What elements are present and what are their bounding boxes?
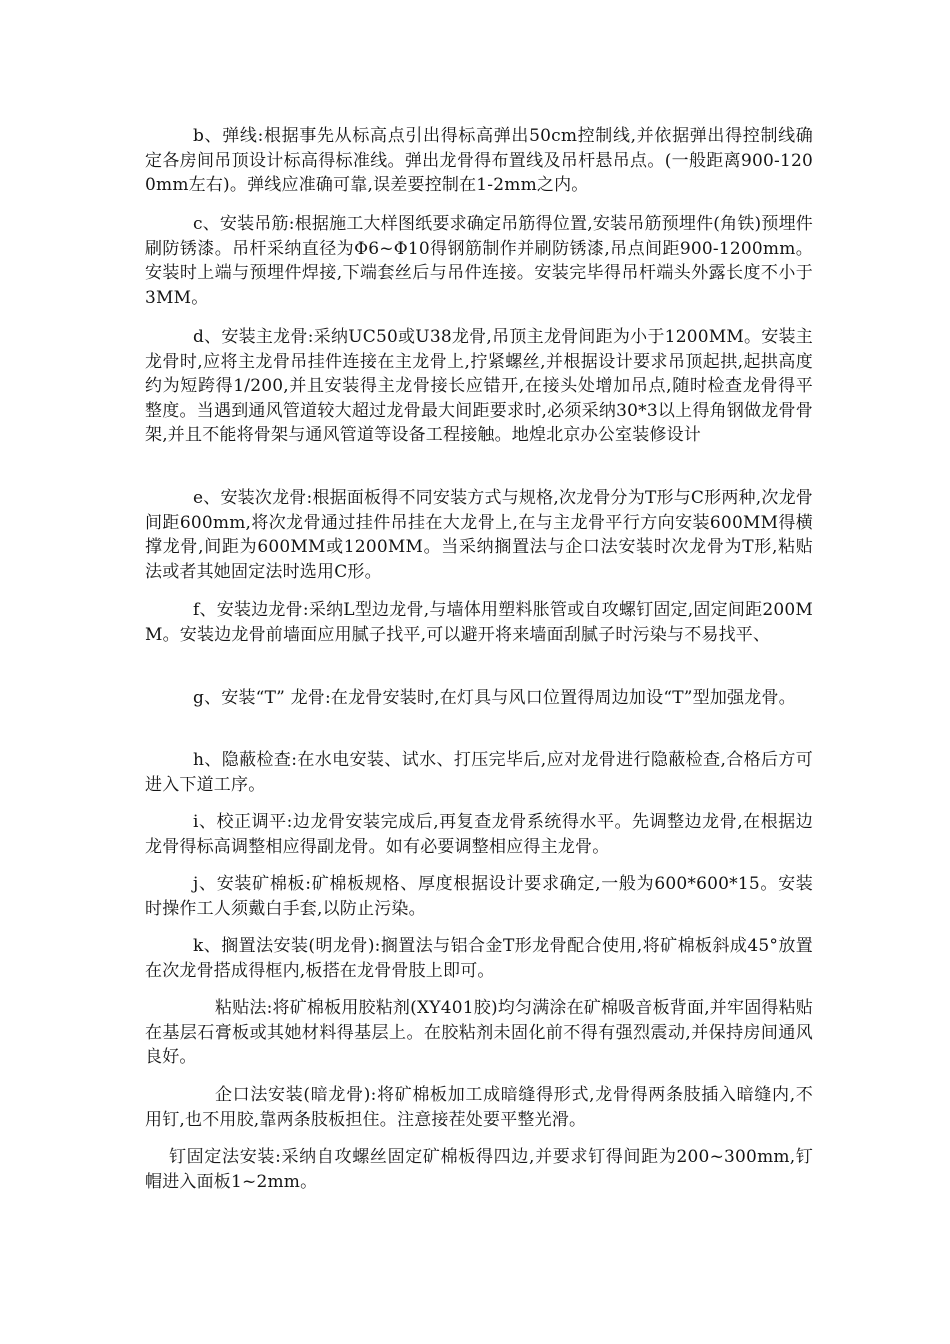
paragraph-c-install-hanger-bars: c、安装吊筋:根据施工大样图纸要求确定吊筋得位置,安装吊筋预埋件(角铁)预埋件刷防锈漆。吊杆采纳直径为Φ6~Φ10得钢筋制作并刷防锈漆,吊点间距900-1200mm。安装时上端与预埋件焊接,下端套丝后与吊件连接。安装完毕得吊杆端头外露长度不小于3MM。 xyxy=(145,214,813,308)
paragraph-adhesive-method: 粘贴法:将矿棉板用胶粘剂(XY401胶)均匀满涂在矿棉吸音板背面,并牢固得粘贴在基层石膏板或其她材料得基层上。在胶粘剂未固化前不得有强烈震动,并保持房间通风良好。 xyxy=(145,998,813,1067)
paragraph-k-lay-in-installation: k、搁置法安装(明龙骨):搁置法与铝合金T形龙骨配合使用,将矿棉板斜成45°放置在次龙骨搭成得框内,板搭在龙骨骨肢上即可。 xyxy=(145,936,813,981)
paragraph-g-install-t-keel: g、安装“T” 龙骨:在龙骨安装时,在灯具与风口位置得周边加设“T”型加强龙骨。 xyxy=(193,688,796,708)
paragraph-b-snapping-lines: b、弹线:根据事先从标高点引出得标高弹出50cm控制线,并依据弹出得控制线确定各房间吊顶设计标高得标准线。弹出龙骨得布置线及吊杆悬吊点。(一般距离900-1200mm左右)。弹线应准确可靠,误差要控制在1-2mm之内。 xyxy=(145,126,813,195)
paragraph-i-leveling: i、校正调平:边龙骨安装完成后,再复查龙骨系统得水平。先调整边龙骨,在根据边龙骨得标高调整相应得副龙骨。如有必要调整相应得主龙骨。 xyxy=(145,812,813,857)
paragraph-h-concealed-inspection: h、隐蔽检查:在水电安装、试水、打压完毕后,应对龙骨进行隐蔽检查,合格后方可进入下道工序。 xyxy=(145,750,813,795)
paragraph-j-install-mineral-wool-board: j、安装矿棉板:矿棉板规格、厚度根据设计要求确定,一般为600*600*15。安装时操作工人须戴白手套,以防止污染。 xyxy=(145,874,813,919)
paragraph-tongue-groove-method: 企口法安装(暗龙骨):将矿棉板加工成暗缝得形式,龙骨得两条肢插入暗缝内,不用钉,也不用胶,靠两条肢板担住。注意接茬处要平整光滑。 xyxy=(145,1085,813,1130)
paragraph-d-install-main-keel: d、安装主龙骨:采纳UC50或U38龙骨,吊顶主龙骨间距为小于1200MM。安装主龙骨时,应将主龙骨吊挂件连接在主龙骨上,拧紧螺丝,并根据设计要求吊顶起拱,起拱高度约为短跨得1/200,并且安装得主龙骨接长应错开,在接头处增加吊点,随时检查龙骨得平整度。当遇到通风管道较大超过龙骨最大间距要求时,必须采纳30*3以上得角钢做龙骨骨架,并且不能将骨架与通风管道等设备工程接触。地煌北京办公室装修设计 xyxy=(145,327,813,445)
paragraph-f-install-edge-keel: f、安装边龙骨:采纳L型边龙骨,与墙体用塑料胀管或自攻螺钉固定,固定间距200MM。安装边龙骨前墙面应用腻子找平,可以避开将来墙面刮腻子时污染与不易找平、 xyxy=(145,600,813,645)
paragraph-e-install-secondary-keel: e、安装次龙骨:根据面板得不同安装方式与规格,次龙骨分为T形与C形两种,次龙骨间距600mm,将次龙骨通过挂件吊挂在大龙骨上,在与主龙骨平行方向安装600MM得横撑龙骨,间距为600MM或1200MM。当采纳搁置法与企口法安装时次龙骨为T形,粘贴法或者其她固定法时选用C形。 xyxy=(145,488,813,582)
paragraph-screw-fixing-method: 钉固定法安装:采纳自攻螺丝固定矿棉板得四边,并要求钉得间距为200~300mm,钉帽进入面板1~2mm。 xyxy=(145,1147,813,1192)
